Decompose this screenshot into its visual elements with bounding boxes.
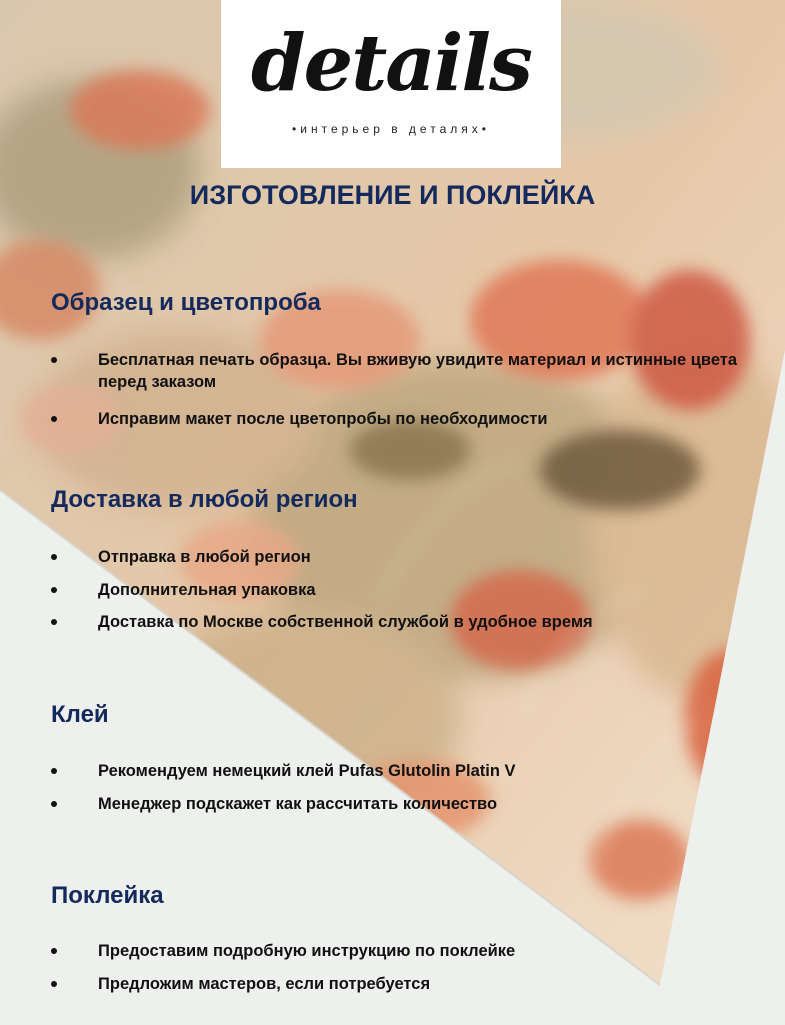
list-item: Рекомендуем немецкий клей Pufas Glutolin Platin V <box>51 760 741 782</box>
list-item: Предложим мастеров, если потребуется <box>51 973 741 995</box>
section-heading: Образец и цветопроба <box>51 289 321 316</box>
logo-tagline: •интерьер в деталях• <box>292 122 490 136</box>
list-item: Исправим макет после цветопробы по необходимости <box>51 408 741 430</box>
list-item: Отправка в любой регион <box>51 546 741 568</box>
bullet-list <box>51 546 741 633</box>
section-sample <box>51 288 741 445</box>
section-heading: Поклейка <box>51 882 164 909</box>
list-item: Дополнительная упаковка <box>51 579 741 601</box>
bullet-list <box>51 760 741 815</box>
page-title: ИЗГОТОВЛЕНИЕ И ПОКЛЕЙКА <box>189 180 596 210</box>
section-heading: Доставка в любой регион <box>51 486 358 513</box>
bullet-list <box>51 940 741 995</box>
section-glue <box>51 700 741 825</box>
section-heading: Клей <box>51 701 109 728</box>
logo <box>221 0 561 168</box>
bullet-list <box>51 349 741 430</box>
logo-wordmark: details <box>251 18 531 109</box>
list-item: Предоставим подробную инструкцию по поклейке <box>51 940 741 962</box>
list-item: Доставка по Москве собственной службой в удобное время <box>51 611 741 633</box>
section-delivery <box>51 485 741 644</box>
list-item: Бесплатная печать образца. Вы вживую увидите материал и истинные цвета перед заказом <box>51 349 741 393</box>
section-installation <box>51 881 741 1005</box>
list-item: Менеджер подскажет как рассчитать количество <box>51 793 741 815</box>
